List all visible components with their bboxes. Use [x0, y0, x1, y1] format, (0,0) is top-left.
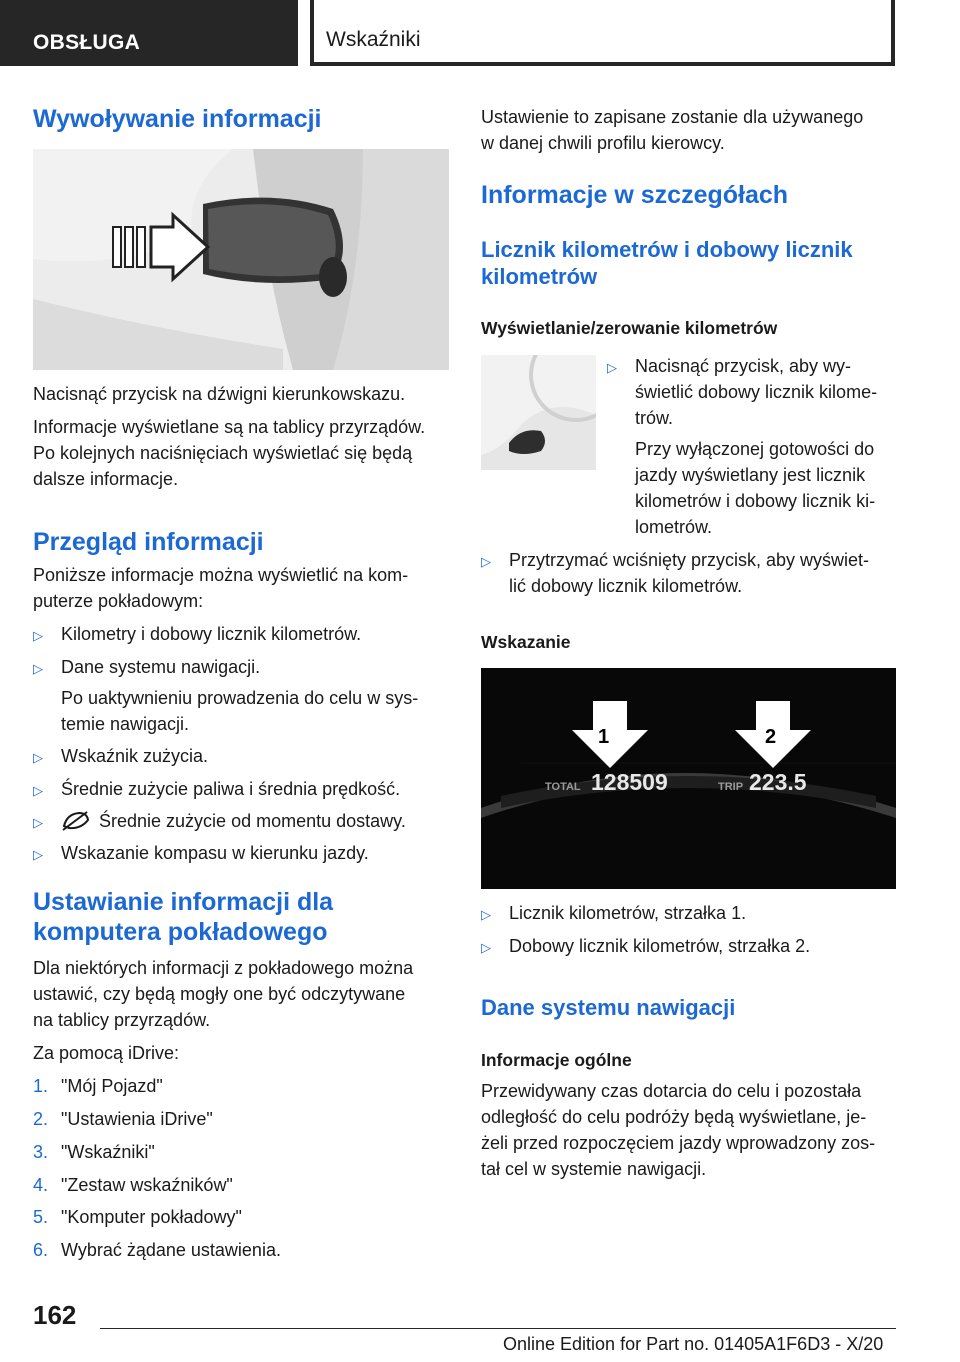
triangle-bullet-icon: ▷: [607, 360, 617, 375]
heading-details: Informacje w szczegółach: [481, 181, 789, 209]
bullet-sub-line: jazdy wyświetlany jest licznik: [635, 465, 866, 485]
para-info-line-1: Informacje wyświetlane są na tablicy przyrządów.: [33, 417, 426, 437]
turn-signal-lever-figure: [33, 149, 449, 370]
para-profile-line-2: w danej chwili profilu kierowcy.: [481, 133, 725, 153]
para-settings-line-1: Dla niektórych informacji z pokładowego można: [33, 958, 414, 978]
bullet-line: lić dobowy licznik kilometrów.: [509, 576, 743, 596]
footer-divider: [100, 1328, 896, 1329]
triangle-bullet-icon: ▷: [33, 847, 43, 862]
bullet-sub-line: lometrów.: [635, 517, 713, 537]
triangle-bullet-icon: ▷: [33, 661, 43, 676]
arrow-1-label: 1: [598, 726, 610, 748]
bullet-sub-line-1: Po uaktywnieniu prowadzenia do celu w sys-: [61, 688, 419, 708]
chapter-title: Wskaźniki: [326, 28, 421, 51]
trip-value: 223.5: [749, 769, 807, 795]
heading-nav-data: Dane systemu nawigacji: [481, 995, 736, 1020]
para-nav-line-2: odległość do celu podróży będą wyświetlane, je-: [481, 1107, 867, 1127]
total-value: 128509: [591, 769, 668, 795]
para-nav-line-3: żeli przed rozpoczęciem jazdy wprowadzony zos-: [481, 1133, 876, 1153]
bullet-sub-line-2: temie nawigacji.: [61, 714, 190, 734]
subheading-general-info: Informacje ogólne: [481, 1050, 632, 1070]
trip-label: TRIP: [718, 781, 744, 793]
efficiency-leaf-icon: [61, 810, 91, 839]
odometer-display-figure: [481, 668, 896, 889]
heading-odometer-line-2: kilometrów: [481, 264, 598, 289]
para-overview-line-2: puterze pokładowym:: [33, 591, 204, 611]
subheading-display-reset: Wyświetlanie/zerowanie kilometrów: [481, 318, 778, 338]
para-nav-line-1: Przewidywany czas dotarcia do celu i pozostała: [481, 1081, 862, 1101]
para-settings-line-3: na tablicy przyrządów.: [33, 1010, 211, 1030]
heading-settings-line-1: Ustawianie informacji dla: [33, 888, 334, 916]
para-profile-line-1: Ustawienie to zapisane zostanie dla używanego: [481, 107, 864, 127]
bullet-sub-line: kilometrów i dobowy licznik ki-: [635, 491, 876, 511]
para-overview-line-1: Poniższe informacje można wyświetlić na kom-: [33, 565, 409, 585]
para-press-button: Nacisnąć przycisk na dźwigni kierunkowskazu.: [33, 384, 406, 404]
triangle-bullet-icon: ▷: [33, 815, 43, 830]
section-tab: OBSŁUGA: [0, 0, 298, 66]
subheading-indication: Wskazanie: [481, 632, 571, 652]
para-info-line-2: Po kolejnych naciśnięciach wyświetlać się będą: [33, 443, 413, 463]
para-settings-line-2: ustawić, czy będą mogły one być odczytywane: [33, 984, 406, 1004]
bullet-sub-line: Przy wyłączonej gotowości do: [635, 439, 875, 459]
bullet-line: świetlić dobowy licznik kilome-: [635, 382, 878, 402]
triangle-bullet-icon: ▷: [33, 628, 43, 643]
para-nav-line-4: tał cel w systemie nawigacji.: [481, 1159, 707, 1179]
triangle-bullet-icon: ▷: [481, 940, 491, 955]
heading-settings-line-2: komputera pokładowego: [33, 918, 328, 946]
triangle-bullet-icon: ▷: [481, 554, 491, 569]
para-info-line-3: dalsze informacje.: [33, 469, 179, 489]
heading-odometer-line-1: Licznik kilometrów i dobowy licznik: [481, 237, 853, 262]
instrument-button-figure: [481, 355, 596, 470]
page-number: 162: [33, 1300, 77, 1330]
arrow-2-label: 2: [765, 726, 777, 748]
bullet-line: trów.: [635, 408, 674, 428]
triangle-bullet-icon: ▷: [33, 750, 43, 765]
triangle-bullet-icon: ▷: [481, 907, 491, 922]
heading-calling-info: Wywoływanie informacji: [33, 105, 322, 133]
footer-edition: Online Edition for Part no. 01405A1F6D3 - X/20: [503, 1334, 884, 1354]
total-label: TOTAL: [545, 781, 581, 793]
para-idrive: Za pomocą iDrive:: [33, 1043, 180, 1063]
page-header: [0, 0, 960, 66]
heading-overview: Przegląd informacji: [33, 528, 264, 556]
triangle-bullet-icon: ▷: [33, 783, 43, 798]
